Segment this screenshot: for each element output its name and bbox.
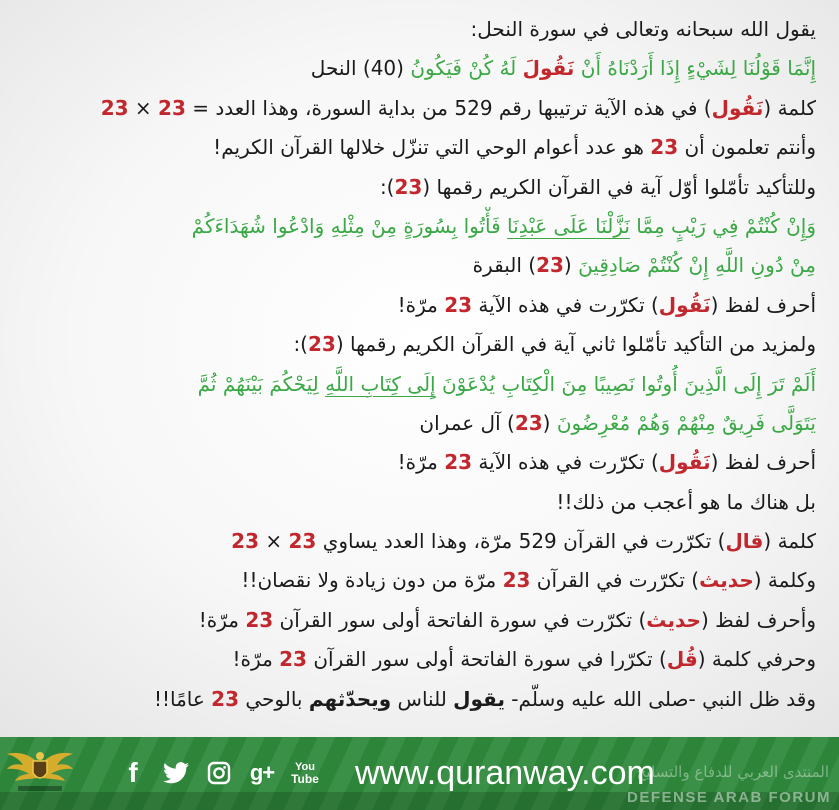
body-text: وكلمة ( — [753, 568, 816, 593]
highlight-number: 23 — [245, 607, 274, 632]
body-text: (40) النحل — [310, 56, 404, 81]
verse-text: لَهُ كُنْ فَيَكُونُ — [403, 56, 523, 81]
highlight-word: قال — [725, 529, 764, 554]
highlight-number: 23 — [100, 95, 129, 120]
verse-text: مِنْ دُونِ اللَّهِ إِنْ كُنْتُمْ صَادِقِينَ — [571, 253, 816, 278]
highlight-word: حديث — [646, 607, 701, 632]
body-text: وحرفي كلمة ( — [697, 647, 816, 672]
highlight-number: 23 — [502, 568, 531, 593]
youtube-icon-label-top: You — [295, 761, 315, 773]
instagram-icon[interactable] — [204, 758, 234, 788]
body-text: كلمة ( — [763, 95, 816, 120]
social-icons — [118, 758, 320, 788]
body-text: ) تكرّرت في القرآن 529 مرّة، وهذا العدد يساوي — [316, 529, 726, 554]
body-text: ( — [563, 253, 572, 278]
highlight-number: 23 — [444, 292, 473, 317]
emphasis-text: ويحدّثهم — [308, 686, 392, 711]
text-line — [8, 522, 816, 561]
emphasis-text: يقول — [453, 686, 505, 711]
facebook-icon[interactable]: f — [128, 757, 138, 788]
body-text: أحرف لفظ ( — [710, 292, 816, 317]
website-link[interactable]: www.quranway.com — [355, 754, 655, 792]
footer-bar — [0, 737, 839, 810]
highlight-number: 23 — [288, 529, 317, 554]
body-text: ) آل عمران — [419, 410, 515, 435]
body-text: ) تكرّرت في سورة الفاتحة أولى سور القرآن — [273, 607, 647, 632]
highlight-word: قُل — [666, 647, 698, 672]
youtube-icon[interactable] — [290, 758, 320, 788]
text-line — [8, 286, 816, 325]
body-text: ) تكرّرت في القرآن — [530, 568, 700, 593]
highlight-number: 23 — [394, 174, 423, 199]
text-line — [8, 561, 816, 600]
youtube-icon-label-bottom: Tube — [291, 772, 319, 786]
body-text: ) في هذه الآية ترتيبها رقم 529 من بداية السورة، وهذا العدد = — [185, 95, 712, 120]
body-text: ولمزيد من التأكيد تأمّلوا ثاني آية في القرآن الكريم رقمها ( — [335, 332, 816, 357]
body-text: × — [128, 95, 159, 120]
body-text: ) تكرّرا في سورة الفاتحة أولى سور القرآن — [306, 647, 667, 672]
highlight-number: 23 — [279, 647, 307, 672]
body-text: مرّة! — [232, 647, 280, 672]
text-line — [8, 483, 816, 522]
text-line — [8, 640, 816, 679]
body-text: وأحرف لفظ ( — [700, 607, 816, 632]
highlight-number: 23 — [444, 450, 473, 475]
text-line — [8, 168, 816, 207]
text-line — [8, 680, 816, 719]
text-line — [8, 325, 816, 364]
verse-text: إِنَّمَا قَوْلُنَا لِشَيْءٍ إِذَا أَرَدْنَاهُ أَنْ — [574, 56, 816, 81]
body-text: مرّة! — [397, 292, 445, 317]
text-line — [8, 10, 816, 49]
highlight-number: 23 — [211, 686, 240, 711]
body-text: أحرف لفظ ( — [710, 450, 816, 475]
text-line — [8, 404, 816, 443]
verse-text: لِيَحْكُمَ بَيْنَهُمْ ثُمَّ — [197, 371, 326, 396]
body-text: مرّة! — [198, 607, 246, 632]
highlight-number: 23 — [650, 135, 679, 160]
highlight-word: نَقُول — [658, 450, 711, 475]
highlight-word: نَقُول — [711, 95, 764, 120]
text-line — [8, 601, 816, 640]
body-text: وقد ظل النبي -صلى الله عليه وسلّم- — [504, 686, 816, 711]
highlight-word: حديث — [699, 568, 754, 593]
text-line — [8, 49, 816, 88]
verse-underlined-text: نَزَّلْنَا عَلَى عَبْدِنَا — [507, 213, 630, 238]
body-text: هو عدد أعوام الوحي التي تنزّل خلالها القرآن الكريم! — [213, 135, 651, 160]
highlight-number: 23 — [514, 410, 543, 435]
body-text: بالوحي — [239, 686, 309, 711]
verse-text: فَأْتُوا بِسُورَةٍ مِنْ مِثْلِهِ وَادْعُوا شُهَدَاءَكُمْ — [191, 213, 508, 238]
body-text: ): — [379, 174, 395, 199]
forum-logo — [4, 742, 76, 798]
highlight-number: 23 — [307, 332, 336, 357]
twitter-icon[interactable] — [161, 758, 191, 788]
watermark-english: DEFENSE ARAB FORUM — [627, 789, 831, 806]
text-line — [8, 365, 816, 404]
body-text: للناس — [391, 686, 454, 711]
body-text: وأنتم تعلمون أن — [678, 135, 816, 160]
text-line — [8, 128, 816, 167]
text-line — [8, 89, 816, 128]
verse-text: أَلَمْ تَرَ إِلَى الَّذِينَ أُوتُوا نَصِيبًا مِنَ الْكِتَابِ يُدْعَوْنَ — [435, 371, 816, 396]
highlight-number: 23 — [536, 253, 564, 278]
body-text: بل هناك ما هو أعجب من ذلك!! — [556, 489, 816, 514]
body-text: ( — [542, 410, 551, 435]
body-text: كلمة ( — [763, 529, 816, 554]
text-line — [8, 443, 816, 482]
verse-text: يَتَوَلَّى فَرِيقٌ مِنْهُمْ وَهُمْ مُعْرِضُونَ — [550, 410, 816, 435]
body-text: ) تكرّرت في هذه الآية — [472, 292, 659, 317]
verse-text: وَإِنْ كُنْتُمْ فِي رَيْبٍ مِمَّا — [629, 213, 816, 238]
body-text: ) البقرة — [472, 253, 537, 278]
google-plus-icon[interactable]: g+ — [249, 760, 275, 785]
watermark-arabic: المنتدى العربي للدفاع والتسليح — [636, 763, 829, 781]
text-line — [8, 207, 816, 246]
body-text: مرّة من دون زيادة ولا نقصان!! — [241, 568, 503, 593]
highlight-word: نَقُول — [658, 292, 711, 317]
infographic-text — [8, 10, 816, 719]
verse-underlined-text: إِلَى كِتَابِ اللَّهِ — [325, 371, 436, 396]
text-line — [8, 246, 816, 285]
body-text: مرّة! — [397, 450, 445, 475]
highlight-word: نَقُولَ — [522, 56, 575, 81]
highlight-number: 23 — [231, 529, 260, 554]
body-text: ): — [293, 332, 308, 357]
body-text: يقول الله سبحانه وتعالى في سورة النحل: — [470, 17, 816, 41]
body-text: ) تكرّرت في هذه الآية — [472, 450, 659, 475]
body-text: عامًا!! — [153, 686, 212, 711]
body-text: × — [259, 529, 289, 554]
highlight-number: 23 — [158, 95, 186, 120]
body-text: وللتأكيد تأمّلوا أوّل آية في القرآن الكريم رقمها ( — [422, 174, 816, 199]
